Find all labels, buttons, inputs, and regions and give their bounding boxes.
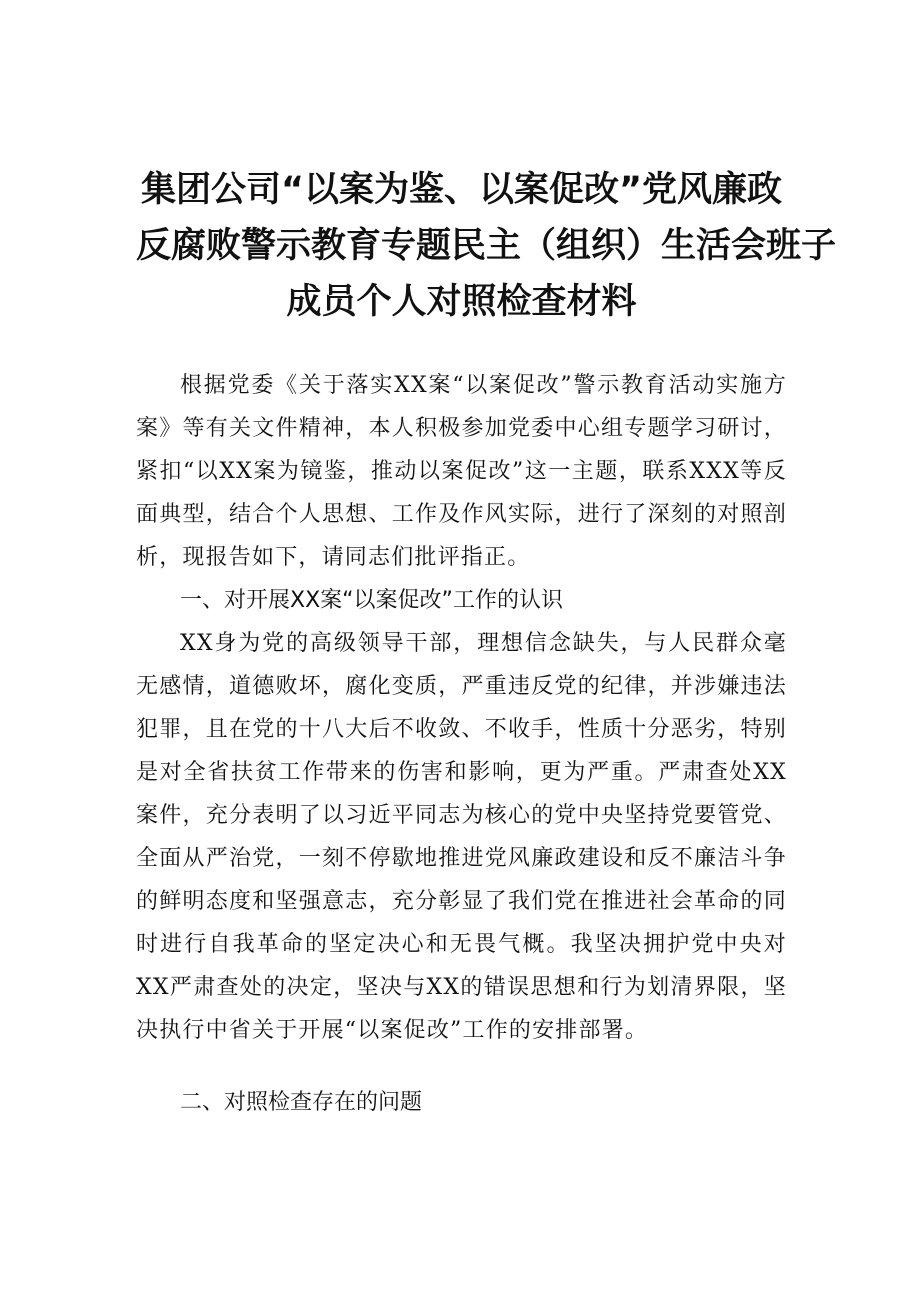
intro-paragraph: 根据党委《关于落实XX案“以案促改”警示教育活动实施方案》等有关文件精神，本人积极参加党委中心组专题学习研讨，紧扣“以XX案为镜鉴，推动以案促改”这一主题，联系XXX等反面典型，结合个人思想、工作及作风实际，进行了深刻的对照剖析，现报告如下，请同志们批评指正。 [136,373,787,570]
document-title [136,162,837,330]
section-1-paragraph: XX身为党的高级领导干部，理想信念缺失，与人民群众毫无感情，道德败坏，腐化变质，严重违反党的纪律，并涉嫌违法犯罪，且在党的十八大后不收敛、不收手，性质十分恶劣，特别是对全省扶贫工作带来的伤害和影响，更为严重。严肃查处XX案件，充分表明了以习近平同志为核心的党中央坚持党要管党、全面从严治党，一刻不停歇地推进党风廉政建设和反不廉洁斗争的鲜明态度和坚强意志，充分彰显了我们党在推进社会革命的同时进行自我革命的坚定决心和无畏气概。我坚决拥护党中央对XX严肃查处的决定，坚决与XX的错误思想和行为划清界限，坚决执行中省关于开展“以案促改”工作的安排部署。 [136,631,787,1043]
title-line-2: 反腐败警示教育专题民主（组织）生活会班子 [136,226,837,266]
section-heading-2: 二、对照检查存在的问题 [180,1090,423,1115]
title-line-1: 集团公司“以案为鉴、以案促改”党风廉政 [140,170,782,210]
section-heading-1: 一、对开展XX案“以案促改”工作的认识 [180,588,563,613]
title-line-3: 成员个人对照检查材料 [286,282,637,322]
